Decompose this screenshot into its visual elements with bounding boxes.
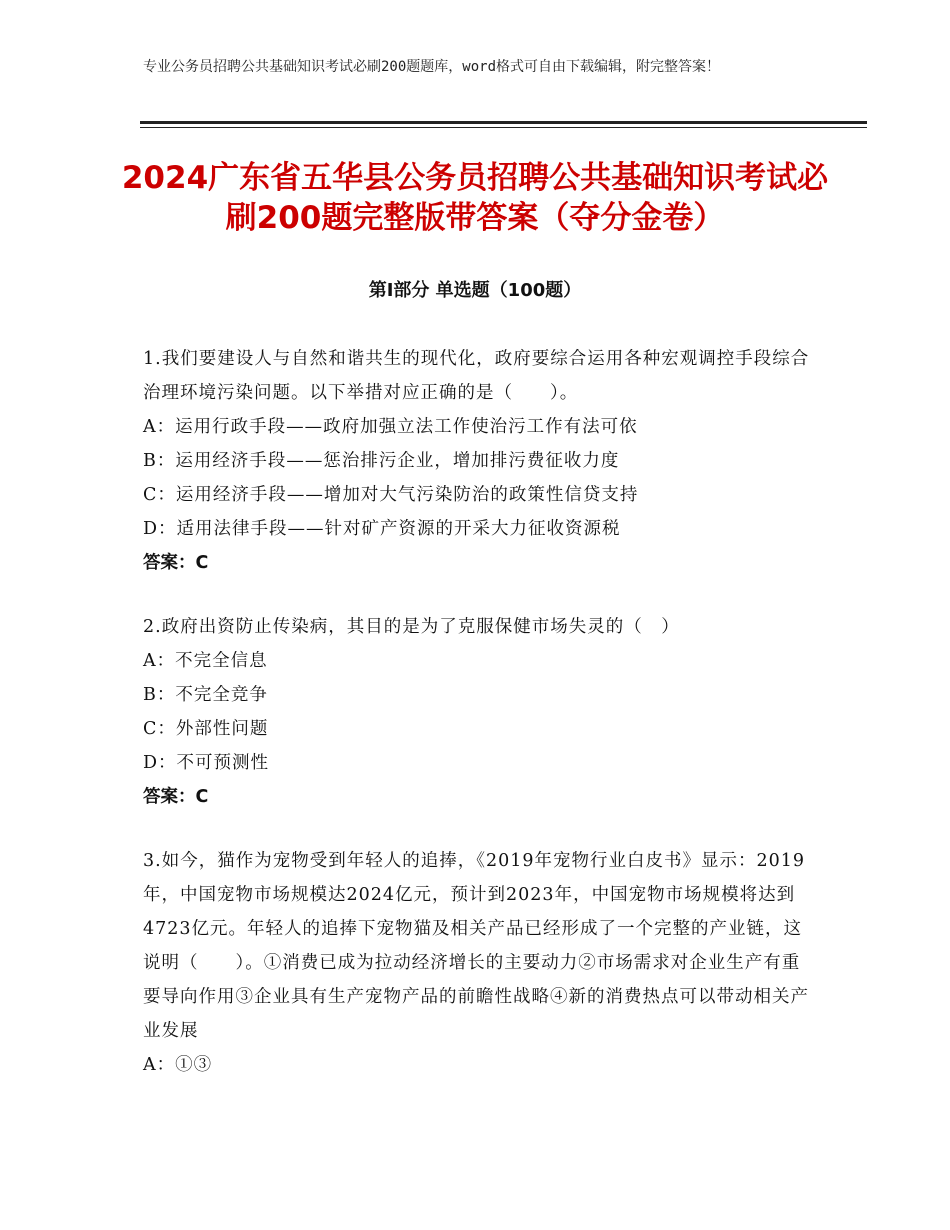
question-stem: 3.如今，猫作为宠物受到年轻人的追捧，《2019年宠物行业白皮书》显示：2019年，中国宠物市场规模达2024亿元，预计到2023年，中国宠物市场规模将达到4723亿元。年轻人的追捧下宠物猫及相关产品已经形成了一个完整的产业链，这说明（ ）。①消费已成为拉动经济增长的主要动力②市场需求对企业生产有重要导向作用③企业具有生产宠物产品的前瞻性战略④新的消费热点可以带动相关产业发展 — [143, 851, 809, 1041]
question-3 — [143, 844, 813, 1082]
option-a: A：运用行政手段——政府加强立法工作使治污工作有法可依 — [143, 417, 638, 437]
option-b: B：运用经济手段——惩治排污企业，增加排污费征收力度 — [143, 451, 620, 471]
option-d: D：适用法律手段——针对矿产资源的开采大力征收资源税 — [143, 519, 621, 539]
question-list — [143, 342, 813, 1112]
document-title: 2024广东省五华县公务员招聘公共基础知识考试必刷200题完整版带答案（夺分金卷） — [121, 160, 829, 236]
option-a: A：①③ — [143, 1055, 213, 1075]
option-b: B：不完全竞争 — [143, 685, 268, 705]
question-1 — [143, 342, 813, 580]
question-stem: 1.我们要建设人与自然和谐共生的现代化，政府要综合运用各种宏观调控手段综合治理环境污染问题。以下举措对应正确的是（ ）。 — [143, 349, 810, 403]
question-2 — [143, 610, 813, 814]
section-title: 第Ⅰ部分 单选题（100题） — [368, 280, 582, 301]
option-a: A：不完全信息 — [143, 651, 268, 671]
answer: 答案：C — [143, 787, 209, 807]
header-note: 专业公务员招聘公共基础知识考试必刷200题题库，word格式可自由下载编辑，附完整答案！ — [143, 59, 720, 75]
option-c: C：外部性问题 — [143, 719, 269, 739]
option-c: C：运用经济手段——增加对大气污染防治的政策性信贷支持 — [143, 485, 639, 505]
header-rule-thin — [140, 127, 867, 128]
question-stem: 2.政府出资防止传染病，其目的是为了克服保健市场失灵的（ ） — [143, 617, 680, 637]
header-rule-thick — [140, 121, 867, 124]
answer: 答案：C — [143, 553, 209, 573]
option-d: D：不可预测性 — [143, 753, 270, 773]
